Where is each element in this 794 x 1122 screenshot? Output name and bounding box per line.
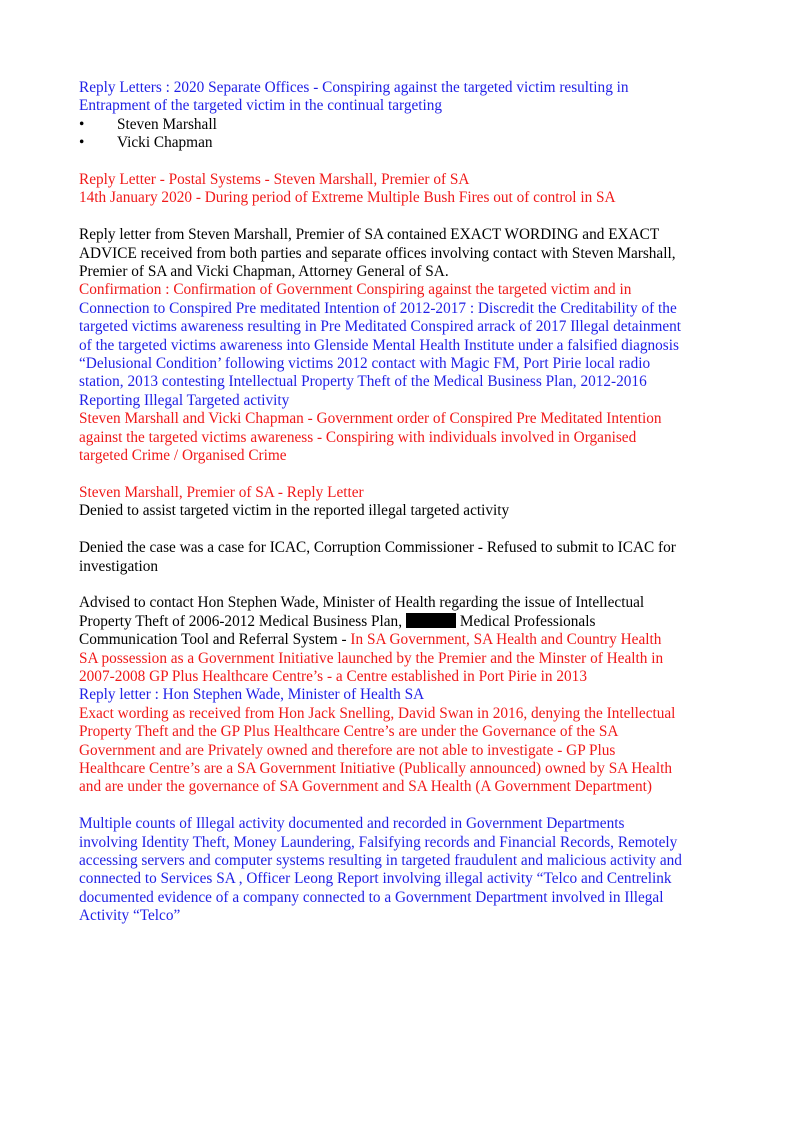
text-line: SA possession as a Government Initiative launched by the Premier and the Minster of Health in [79,649,664,667]
spacer [79,208,719,226]
confirmation-line [79,281,719,299]
text-line: involving Identity Theft, Money Laundering, Falsifying records and Financial Records, Remotely [79,833,678,851]
text-line: Exact wording as received from Hon Jack Snelling, David Swan in 2016, denying the Intellectual [79,704,676,722]
text-line: 14th January 2020 - During period of Extreme Multiple Bush Fires out of control in SA [79,189,616,207]
text-line: Advised to contact Hon Stephen Wade, Minister of Health regarding the issue of Intellectual [79,594,645,612]
spacer [79,576,719,594]
confirmation-text: Confirmation : Confirmation of Government Conspiring against the targeted victim and in [79,281,632,299]
bullet-icon: • [79,134,85,152]
section-illegal-activity [79,815,719,925]
text-line: against the targeted victims awareness - Conspiring with individuals involved in Organised [79,428,637,446]
bullet-item [79,134,719,152]
spacer [79,521,719,539]
bullet-icon: • [79,115,85,133]
bullet-item [79,116,719,134]
text-line: Reply Letter - Postal Systems - Steven Marshall, Premier of SA [79,171,470,189]
text-line: Denied the case was a case for ICAC, Corruption Commissioner - Refused to submit to ICAC for [79,539,676,557]
text-segment: Medical Professionals [456,612,596,630]
text-line-with-redaction [79,613,719,631]
text-segment: Property Theft of 2006-2012 Medical Business Plan, [79,612,403,630]
text-segment: Communication Tool and Referral System - [79,631,351,649]
bullet-text: Steven Marshall [117,115,217,133]
text-line: Multiple counts of Illegal activity documented and recorded in Government Departments [79,815,625,833]
text-line: station, 2013 contesting Intellectual Property Theft of the Medical Business Plan, 2012-2016 [79,373,647,391]
section-reply-letters-2020 [79,79,719,153]
text-line: investigation [79,557,159,575]
section-premier-reply [79,484,719,521]
text-line: ADVICE received from both parties and separate offices involving contact with Steven Marshall, [79,244,676,262]
spacer [79,153,719,171]
text-line: Steven Marshall, Premier of SA - Reply Letter [79,483,364,501]
text-line: accessing servers and computer systems resulting in targeted fraudulent and malicious activity and [79,851,682,869]
text-line: targeted Crime / Organised Crime [79,447,287,465]
bullet-text: Vicki Chapman [117,134,213,152]
text-line: documented evidence of a company connected to a Government Department involved in Illegal [79,888,664,906]
document-page [79,79,719,926]
section-icac [79,539,719,576]
text-line: Activity “Telco” [79,907,181,925]
text-line: targeted victims awareness resulting in Pre Meditated Conspired arrack of 2017 Illegal detainment [79,318,682,336]
text-line: Denied to assist targeted victim in the reported illegal targeted activity [79,502,510,520]
text-line: Reply letter from Steven Marshall, Premier of SA contained EXACT WORDING and EXACT [79,226,660,244]
text-segment: In SA Government, SA Health and Country Health [350,631,662,649]
text-line: “Delusional Condition’ following victims 2012 contact with Magic FM, Port Pirie local radio [79,355,651,373]
text-line: Property Theft and the GP Plus Healthcare Centre’s are under the Governance of the SA [79,723,619,741]
text-line: and are under the governance of SA Government and SA Health (A Government Department) [79,778,653,796]
text-line: Reply letter : Hon Stephen Wade, Minister of Health SA [79,686,425,704]
text-line: Steven Marshall and Vicki Chapman - Government order of Conspired Pre Meditated Intention [79,410,662,428]
text-line: Healthcare Centre’s are a SA Government Initiative (Publically announced) owned by SA Health [79,759,673,777]
text-line: Premier of SA and Vicki Chapman, Attorney General of SA. [79,263,449,281]
heading-line: Reply Letters : 2020 Separate Offices - Conspiring against the targeted victim resulting in [79,79,629,96]
spacer [79,466,719,484]
redaction-box [406,613,456,628]
section-postal-reply [79,171,719,208]
text-line-mixed [79,631,719,649]
section-health-minister [79,594,719,796]
text-line: connected to Services SA , Officer Leong Report involving illegal activity “Telco and Centrelink [79,870,672,888]
text-line: Reporting Illegal Targeted activity [79,391,290,409]
text-line: of the targeted victims awareness into Glenside Mental Health Institute under a falsified diagnosis [79,336,679,354]
text-line: Connection to Conspired Pre meditated Intention of 2012-2017 : Discredit the Creditability of the [79,299,677,317]
section-reply-content [79,226,719,465]
heading-line: Entrapment of the targeted victim in the continual targeting [79,97,443,115]
spacer [79,797,719,815]
text-line: Government and are Privately owned and therefore are not able to investigate - GP Plus [79,741,616,759]
text-line: 2007-2008 GP Plus Healthcare Centre’s - a Centre established in Port Pirie in 2013 [79,667,587,685]
